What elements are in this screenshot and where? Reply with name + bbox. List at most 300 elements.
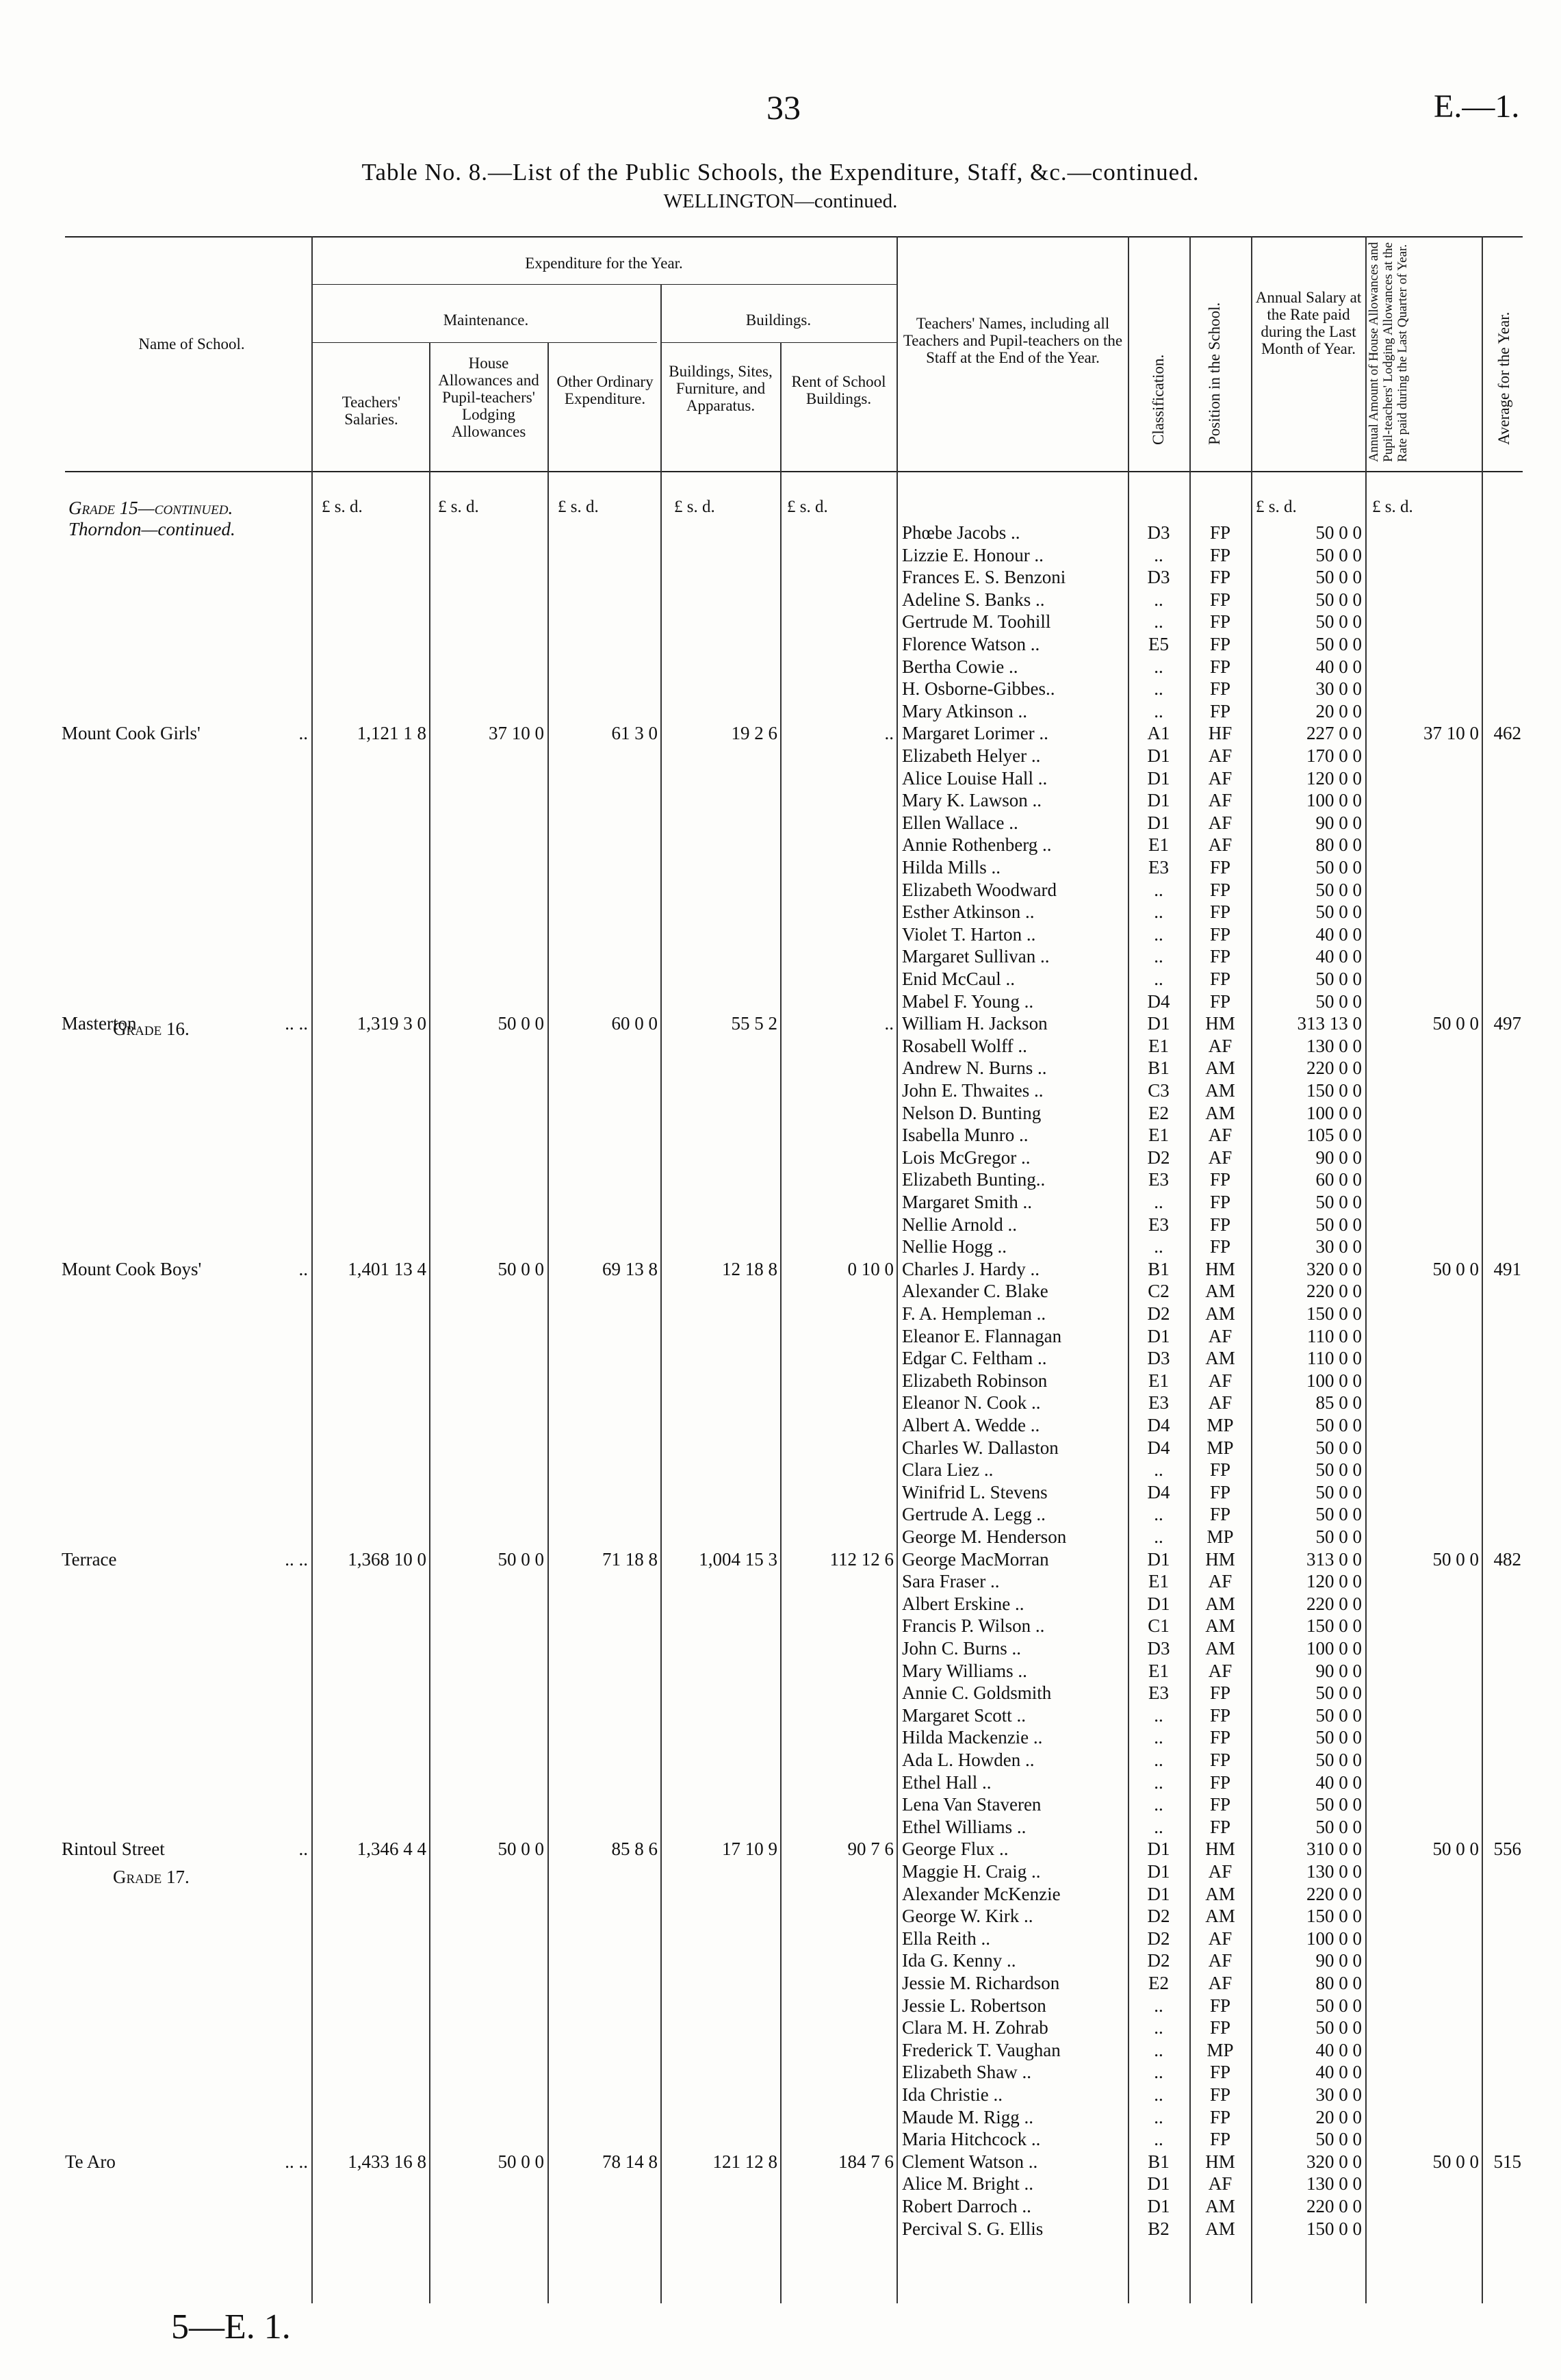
teacher-salary: 20 0 0 [1315, 2106, 1362, 2127]
teacher-position: AF [1208, 745, 1233, 766]
teacher-position: FP [1209, 1816, 1231, 1837]
teacher-salary: 85 0 0 [1315, 1392, 1362, 1413]
teacher-name: Annie C. Goldsmith [902, 1682, 1052, 1704]
teacher-name: Elizabeth Shaw .. [902, 2062, 1031, 2083]
header-name-of-school: Name of School. [138, 335, 245, 353]
teacher-salary: 90 0 0 [1315, 1147, 1362, 1168]
teacher-name: Alexander McKenzie [902, 1883, 1061, 1904]
header-rent: Rent of School Buildings. [791, 373, 886, 407]
teacher-salary: 110 0 0 [1307, 1325, 1362, 1346]
teacher-classification: .. [1154, 2062, 1163, 2083]
teachers-salaries-value: 1,433 16 8 [348, 2151, 426, 2172]
teacher-position: AF [1208, 1035, 1233, 1056]
teacher-classification: E2 [1148, 1102, 1169, 1123]
teacher-position: MP [1207, 1437, 1234, 1458]
teacher-position: FP [1209, 611, 1231, 632]
teacher-position: HM [1205, 1258, 1235, 1279]
teacher-classification: B1 [1148, 1058, 1170, 1079]
teacher-name: Francis P. Wilson .. [902, 1615, 1045, 1637]
teacher-salary: 100 0 0 [1306, 790, 1362, 811]
teacher-classification: .. [1154, 1236, 1163, 1257]
teachers-salaries-value: 1,368 10 0 [348, 1548, 426, 1570]
teacher-position: FP [1209, 700, 1231, 721]
teacher-name: Frances E. S. Benzoni [902, 567, 1066, 588]
col-rule [429, 342, 430, 2303]
average-attendance-value: 497 [1493, 1013, 1521, 1034]
teacher-position: FP [1209, 1481, 1231, 1502]
teacher-name: Nellie Arnold .. [902, 1214, 1017, 1235]
teacher-salary: 50 0 0 [1315, 1415, 1362, 1435]
teacher-position: FP [1209, 1794, 1231, 1815]
teacher-salary: 100 0 0 [1306, 1370, 1362, 1391]
teacher-classification: D2 [1147, 1928, 1170, 1949]
teachers-salaries-value: 1,401 13 4 [348, 1258, 426, 1279]
teacher-position: FP [1209, 1682, 1231, 1704]
teacher-salary: 150 0 0 [1306, 1080, 1362, 1101]
teacher-name: Esther Atkinson .. [902, 901, 1035, 923]
teacher-name: Charles J. Hardy .. [902, 1258, 1040, 1279]
teacher-position: FP [1209, 678, 1231, 700]
teacher-classification: E1 [1148, 1370, 1169, 1391]
teacher-name: William H. Jackson [902, 1013, 1048, 1034]
teacher-name: Edgar C. Feltham .. [902, 1348, 1047, 1369]
teacher-salary: 90 0 0 [1315, 1950, 1362, 1971]
teachers-salaries-value: 1,121 1 8 [357, 723, 426, 744]
teacher-position: AF [1208, 1392, 1233, 1413]
header-classification: Classification. [1150, 354, 1167, 445]
rent-value: 112 12 6 [829, 1548, 894, 1570]
teacher-name: Eleanor E. Flannagan [902, 1325, 1062, 1346]
teacher-classification: E1 [1148, 1571, 1169, 1592]
annual-house-allowance-value: 50 0 0 [1432, 1839, 1479, 1860]
teacher-name: Jessie M. Richardson [902, 1973, 1060, 1993]
teacher-position: FP [1209, 1771, 1231, 1793]
teacher-classification: D4 [1147, 1481, 1170, 1502]
teacher-salary: 220 0 0 [1306, 2196, 1362, 2216]
teacher-name: Clara M. H. Zohrab [902, 2017, 1048, 2038]
teacher-name: Andrew N. Burns .. [902, 1058, 1047, 1079]
teacher-name: Ida Christie .. [902, 2084, 1003, 2105]
teacher-classification: C3 [1148, 1080, 1170, 1101]
teacher-classification: C1 [1148, 1615, 1170, 1637]
teacher-salary: 110 0 0 [1307, 1348, 1362, 1369]
teacher-position: AM [1205, 1303, 1235, 1324]
teacher-salary: 130 0 0 [1306, 1035, 1362, 1056]
teacher-position: AM [1205, 1883, 1235, 1904]
teacher-name: Elizabeth Bunting.. [902, 1169, 1046, 1190]
teacher-salary: 220 0 0 [1306, 1593, 1362, 1614]
col-rule [1482, 236, 1483, 2303]
teacher-position: HM [1205, 1839, 1235, 1860]
teacher-position: FP [1209, 1704, 1231, 1726]
buildings-group-rule [660, 342, 896, 343]
teacher-position: FP [1209, 1504, 1231, 1525]
teachers-salaries-value: 1,319 3 0 [357, 1013, 426, 1034]
teacher-position: FP [1209, 879, 1231, 900]
teacher-salary: 40 0 0 [1315, 923, 1362, 945]
teacher-salary: 50 0 0 [1315, 1794, 1362, 1815]
teacher-salary: 50 0 0 [1315, 589, 1362, 610]
teacher-classification: .. [1154, 1995, 1163, 2016]
teachers-salaries-value: 1,346 4 4 [357, 1839, 426, 1860]
teacher-classification: .. [1154, 656, 1163, 677]
teacher-salary: 50 0 0 [1315, 857, 1362, 878]
annual-house-allowance-value: 50 0 0 [1432, 1258, 1479, 1279]
teacher-position: AM [1205, 1348, 1235, 1369]
teacher-position: AF [1208, 1325, 1233, 1346]
other-expenditure-value: 85 8 6 [611, 1839, 658, 1860]
teacher-salary: 50 0 0 [1315, 969, 1362, 989]
teacher-position: FP [1209, 2084, 1231, 2105]
header-bottom-rule [65, 471, 1523, 472]
header-teachers-salaries: Teachers' Salaries. [341, 394, 401, 428]
teacher-salary: 50 0 0 [1315, 1816, 1362, 1837]
teacher-classification: .. [1154, 2106, 1163, 2127]
buildings-value: 121 12 8 [712, 2151, 777, 2172]
teacher-salary: 320 0 0 [1306, 2151, 1362, 2172]
other-expenditure-value: 69 13 8 [602, 1258, 658, 1279]
header-top-rule [65, 236, 1523, 238]
teacher-classification: E1 [1148, 834, 1169, 856]
teacher-salary: 50 0 0 [1315, 611, 1362, 632]
teacher-name: Mabel F. Young .. [902, 990, 1034, 1012]
teacher-classification: D4 [1147, 990, 1170, 1012]
teacher-position: AF [1208, 1973, 1233, 1993]
teacher-name: Maria Hitchcock .. [902, 2129, 1041, 2150]
teacher-name: Mary K. Lawson .. [902, 790, 1042, 811]
teacher-position: FP [1209, 923, 1231, 945]
house-allowances-value: 50 0 0 [498, 2151, 544, 2172]
teacher-position: FP [1209, 1995, 1231, 2016]
teacher-classification: .. [1154, 1750, 1163, 1770]
teacher-salary: 100 0 0 [1306, 1102, 1362, 1123]
rent-value: .. [884, 723, 894, 744]
teacher-salary: 150 0 0 [1306, 1615, 1362, 1637]
teacher-name: Eleanor N. Cook .. [902, 1392, 1041, 1413]
teacher-classification: D1 [1147, 1548, 1170, 1570]
document-reference: E.—1. [1434, 88, 1520, 125]
teacher-name: F. A. Hempleman .. [902, 1303, 1046, 1324]
teacher-classification: E3 [1148, 1214, 1169, 1235]
teacher-classification: E1 [1148, 1660, 1169, 1681]
currency-header: £ s. d. [674, 498, 715, 516]
teacher-classification: .. [1154, 678, 1163, 700]
teacher-salary: 40 0 0 [1315, 2062, 1362, 2083]
annual-house-allowance-value: 37 10 0 [1423, 723, 1479, 744]
teacher-name: Alexander C. Blake [902, 1281, 1048, 1302]
teacher-salary: 50 0 0 [1315, 1682, 1362, 1704]
teacher-classification: .. [1154, 544, 1163, 565]
grade-heading: Grade 15—continued. [68, 498, 233, 518]
teacher-position: AF [1208, 834, 1233, 856]
teacher-salary: 150 0 0 [1306, 1303, 1362, 1324]
teacher-position: AM [1205, 2218, 1235, 2239]
teacher-salary: 50 0 0 [1315, 1704, 1362, 1726]
teacher-position: AM [1205, 1281, 1235, 1302]
school-name-leader: .. [298, 1839, 308, 1860]
teacher-salary: 50 0 0 [1315, 1192, 1362, 1212]
teacher-classification: D3 [1147, 567, 1170, 588]
average-attendance-value: 482 [1493, 1548, 1521, 1570]
teacher-salary: 80 0 0 [1315, 1973, 1362, 1993]
school-name-leader: .. [298, 1258, 308, 1279]
teacher-classification: .. [1154, 589, 1163, 610]
teacher-name: Jessie L. Robertson [902, 1995, 1046, 2016]
teacher-position: AM [1205, 1058, 1235, 1079]
teacher-salary: 50 0 0 [1315, 567, 1362, 588]
teacher-classification: .. [1154, 1816, 1163, 1837]
currency-header: £ s. d. [787, 498, 828, 516]
teacher-classification: .. [1154, 2039, 1163, 2060]
teacher-position: AF [1208, 1370, 1233, 1391]
teacher-position: MP [1207, 2039, 1234, 2060]
other-expenditure-value: 71 18 8 [602, 1548, 658, 1570]
average-attendance-value: 491 [1493, 1258, 1521, 1279]
teacher-salary: 50 0 0 [1315, 2129, 1362, 2150]
teacher-salary: 50 0 0 [1315, 1504, 1362, 1525]
teacher-position: FP [1209, 589, 1231, 610]
school-name: Mount Cook Girls' [62, 723, 201, 744]
teacher-name: Percival S. G. Ellis [902, 2218, 1044, 2239]
col-rule [547, 342, 549, 2303]
teacher-salary: 227 0 0 [1306, 723, 1362, 744]
teacher-name: Clara Liez .. [902, 1459, 994, 1481]
header-position: Position in the School. [1206, 302, 1223, 445]
teacher-salary: 170 0 0 [1306, 745, 1362, 766]
teacher-name: Margaret Scott .. [902, 1704, 1026, 1726]
teacher-name: Mary Atkinson .. [902, 700, 1028, 721]
teacher-name: Ellen Wallace .. [902, 812, 1018, 833]
currency-header: £ s. d. [438, 498, 479, 516]
teacher-classification: .. [1154, 700, 1163, 721]
teacher-classification: .. [1154, 923, 1163, 945]
teacher-position: FP [1209, 990, 1231, 1012]
teacher-position: AF [1208, 2173, 1233, 2195]
header-average: Average for the Year. [1495, 311, 1512, 445]
header-buildings-group: Buildings. [745, 311, 812, 329]
teacher-salary: 50 0 0 [1315, 522, 1362, 543]
house-allowances-value: 37 10 0 [489, 723, 544, 744]
school-name: Terrace [62, 1548, 117, 1570]
teacher-position: AF [1208, 812, 1233, 833]
teacher-name: Frederick T. Vaughan [902, 2039, 1061, 2060]
buildings-value: 55 5 2 [731, 1013, 777, 1034]
header-house-allowances: House Allowances and Pupil-teachers' Lodging Allowances [438, 355, 539, 440]
teacher-name: John E. Thwaites .. [902, 1080, 1044, 1101]
rent-value: .. [884, 1013, 894, 1034]
teacher-classification: .. [1154, 2017, 1163, 2038]
grade-heading: Grade 17. [113, 1867, 190, 1887]
teacher-classification: .. [1154, 1771, 1163, 1793]
header-teachers-names: Teachers' Names, including all Teachers and Pupil-teachers on the Staff at the End of the Year. [903, 315, 1123, 366]
teacher-name: Isabella Munro .. [902, 1125, 1029, 1146]
teacher-classification: D1 [1147, 2196, 1170, 2216]
teacher-position: AF [1208, 790, 1233, 811]
table-title: Table No. 8.—List of the Public Schools, the Expenditure, Staff, &c.—continued. [361, 159, 1200, 185]
col-rule [896, 236, 898, 2303]
other-expenditure-value: 61 3 0 [611, 723, 658, 744]
teacher-classification: .. [1154, 1704, 1163, 1726]
teacher-salary: 50 0 0 [1315, 1481, 1362, 1502]
buildings-value: 17 10 9 [722, 1839, 777, 1860]
teacher-name: Ella Reith .. [902, 1928, 990, 1949]
teacher-name: Bertha Cowie .. [902, 656, 1018, 677]
teacher-classification: D4 [1147, 1437, 1170, 1458]
header-expenditure: Expenditure for the Year. [525, 255, 683, 272]
teacher-position: HM [1205, 2151, 1235, 2172]
teacher-name: Ida G. Kenny .. [902, 1950, 1016, 1971]
teacher-name: John C. Burns .. [902, 1638, 1022, 1659]
teacher-name: Annie Rothenberg .. [902, 834, 1052, 856]
teacher-name: Violet T. Harton .. [902, 923, 1036, 945]
teacher-salary: 40 0 0 [1315, 2039, 1362, 2060]
teacher-position: MP [1207, 1526, 1234, 1547]
teacher-salary: 50 0 0 [1315, 1526, 1362, 1547]
header-maintenance: Maintenance. [443, 311, 529, 329]
teacher-name: Elizabeth Woodward [902, 879, 1057, 900]
teacher-classification: D2 [1147, 1950, 1170, 1971]
header-other-expenditure: Other Ordinary Expenditure. [556, 373, 654, 407]
teacher-classification: B2 [1148, 2218, 1170, 2239]
teacher-classification: .. [1154, 1526, 1163, 1547]
teacher-position: AM [1205, 1080, 1235, 1101]
teacher-position: FP [1209, 1192, 1231, 1212]
teacher-name: Margaret Smith .. [902, 1192, 1032, 1212]
teacher-name: Adeline S. Banks .. [902, 589, 1045, 610]
teacher-salary: 50 0 0 [1315, 1214, 1362, 1235]
teacher-name: Lois McGregor .. [902, 1147, 1031, 1168]
teacher-name: Elizabeth Helyer .. [902, 745, 1041, 766]
currency-header: £ s. d. [558, 498, 599, 516]
header-annual-salary: Annual Salary at the Rate paid during the Last Month of Year. [1255, 289, 1362, 357]
teacher-salary: 50 0 0 [1315, 879, 1362, 900]
teacher-salary: 130 0 0 [1306, 2173, 1362, 2195]
teacher-position: FP [1209, 1750, 1231, 1770]
teacher-salary: 220 0 0 [1306, 1058, 1362, 1079]
teacher-salary: 100 0 0 [1306, 1638, 1362, 1659]
teacher-classification: D1 [1147, 1013, 1170, 1034]
teacher-name: Hilda Mills .. [902, 857, 1001, 878]
teacher-name: Ada L. Howden .. [902, 1750, 1035, 1770]
teacher-salary: 50 0 0 [1315, 2017, 1362, 2038]
teacher-classification: D1 [1147, 1883, 1170, 1904]
teacher-salary: 40 0 0 [1315, 656, 1362, 677]
teacher-classification: .. [1154, 1727, 1163, 1748]
teacher-name: Phœbe Jacobs .. [902, 522, 1020, 543]
teacher-classification: .. [1154, 1459, 1163, 1481]
teacher-position: FP [1209, 901, 1231, 923]
rent-value: 0 10 0 [847, 1258, 894, 1279]
school-name: Rintoul Street [62, 1839, 165, 1860]
currency-header: £ s. d. [1256, 498, 1297, 516]
teacher-salary: 220 0 0 [1306, 1883, 1362, 1904]
teacher-position: FP [1209, 544, 1231, 565]
teacher-classification: D3 [1147, 522, 1170, 543]
teacher-classification: C2 [1148, 1281, 1170, 1302]
teacher-name: Alice Louise Hall .. [902, 767, 1048, 789]
teacher-position: FP [1209, 2106, 1231, 2127]
teacher-name: Lena Van Staveren [902, 1794, 1042, 1815]
other-expenditure-value: 60 0 0 [611, 1013, 658, 1034]
teacher-position: HF [1208, 723, 1233, 744]
teacher-salary: 50 0 0 [1315, 1995, 1362, 2016]
teacher-classification: A1 [1147, 723, 1170, 744]
teacher-name: Enid McCaul .. [902, 969, 1015, 989]
teacher-position: AF [1208, 1125, 1233, 1146]
teacher-salary: 150 0 0 [1306, 1906, 1362, 1927]
teacher-classification: D2 [1147, 1906, 1170, 1927]
teacher-classification: D1 [1147, 1325, 1170, 1346]
teacher-name: Hilda Mackenzie .. [902, 1727, 1043, 1748]
page-number: 33 [766, 88, 801, 127]
teacher-position: FP [1209, 946, 1231, 967]
col-rule [780, 342, 782, 2303]
teacher-name: H. Osborne-Gibbes.. [902, 678, 1055, 700]
teacher-classification: B1 [1148, 1258, 1170, 1279]
other-expenditure-value: 78 14 8 [602, 2151, 658, 2172]
school-name: Thorndon—continued. [68, 519, 235, 539]
teacher-salary: 90 0 0 [1315, 1660, 1362, 1681]
teacher-classification: D1 [1147, 767, 1170, 789]
teacher-classification: .. [1154, 946, 1163, 967]
house-allowances-value: 50 0 0 [498, 1548, 544, 1570]
average-attendance-value: 515 [1493, 2151, 1521, 2172]
teacher-name: George Flux .. [902, 1839, 1009, 1860]
maintenance-group-rule [311, 342, 657, 343]
school-name: Masterton [62, 1013, 137, 1034]
teacher-salary: 60 0 0 [1315, 1169, 1362, 1190]
teacher-salary: 90 0 0 [1315, 812, 1362, 833]
teacher-salary: 50 0 0 [1315, 990, 1362, 1012]
teacher-classification: E1 [1148, 1035, 1169, 1056]
teacher-salary: 50 0 0 [1315, 634, 1362, 654]
school-name-leader: .. .. [285, 2151, 308, 2172]
teacher-classification: E3 [1148, 857, 1169, 878]
teacher-classification: .. [1154, 1794, 1163, 1815]
teacher-classification: .. [1154, 879, 1163, 900]
col-rule [1365, 236, 1367, 2303]
house-allowances-value: 50 0 0 [498, 1839, 544, 1860]
teacher-name: George MacMorran [902, 1548, 1049, 1570]
teacher-classification: D1 [1147, 1861, 1170, 1882]
teacher-name: Albert Erskine .. [902, 1593, 1024, 1614]
teacher-position: FP [1209, 2017, 1231, 2038]
teacher-position: HM [1205, 1013, 1235, 1034]
teacher-name: George W. Kirk .. [902, 1906, 1033, 1927]
teacher-classification: .. [1154, 901, 1163, 923]
teacher-name: Rosabell Wolff .. [902, 1035, 1027, 1056]
teacher-position: AM [1205, 1906, 1235, 1927]
teacher-classification: D1 [1147, 790, 1170, 811]
school-name: Mount Cook Boys' [62, 1258, 202, 1279]
teacher-classification: .. [1154, 2129, 1163, 2150]
teacher-name: Clement Watson .. [902, 2151, 1038, 2172]
teacher-salary: 130 0 0 [1306, 1861, 1362, 1882]
teacher-salary: 100 0 0 [1306, 1928, 1362, 1949]
teacher-name: Gertrude M. Toohill [902, 611, 1051, 632]
teacher-salary: 50 0 0 [1315, 544, 1362, 565]
teacher-classification: D1 [1147, 745, 1170, 766]
teacher-salary: 105 0 0 [1306, 1125, 1362, 1146]
rent-value: 184 7 6 [838, 2151, 894, 2172]
teacher-salary: 50 0 0 [1315, 1727, 1362, 1748]
footer-mark: 5—E. 1. [171, 2307, 291, 2346]
teacher-classification: D1 [1147, 1593, 1170, 1614]
teacher-classification: D1 [1147, 812, 1170, 833]
school-name-leader: .. .. [285, 1548, 308, 1570]
teacher-salary: 30 0 0 [1315, 1236, 1362, 1257]
rent-value: 90 7 6 [847, 1839, 894, 1860]
